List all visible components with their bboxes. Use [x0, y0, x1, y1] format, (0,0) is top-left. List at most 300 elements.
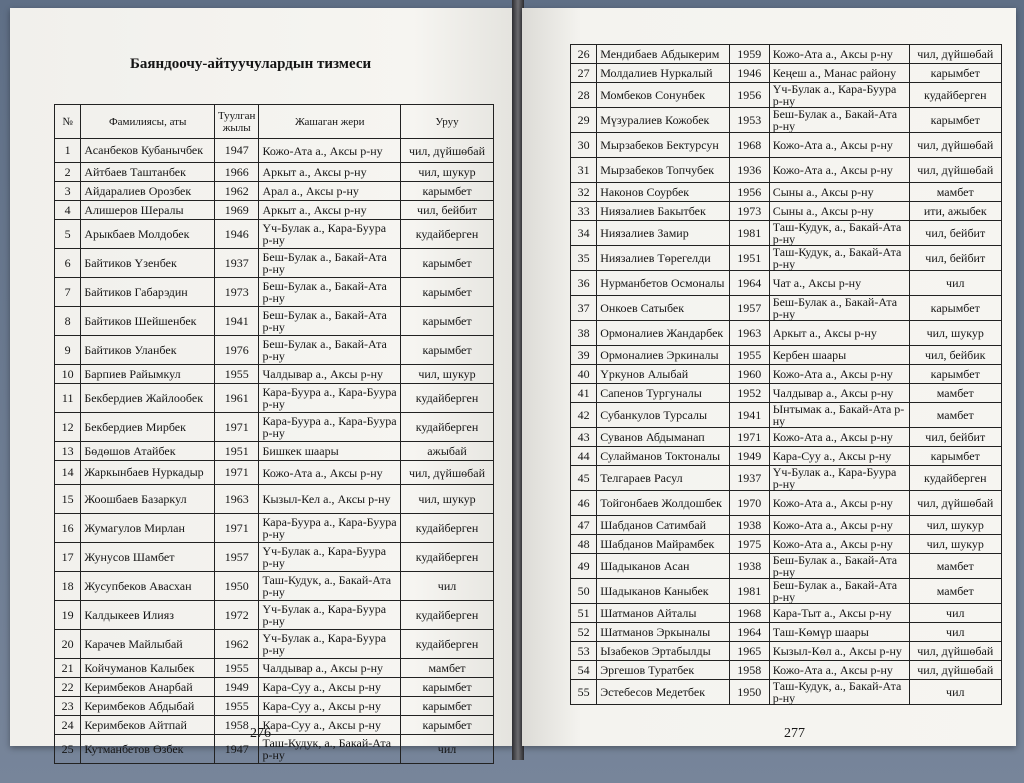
table-row	[55, 514, 494, 543]
table-row	[55, 413, 494, 442]
informant-name: Шатманов Айталы	[597, 604, 730, 623]
clan: ити, ажыбек	[909, 202, 1001, 221]
informant-name: Байтиков Үзенбек	[81, 249, 215, 278]
table-row	[571, 64, 1002, 83]
residence: Таш-Көмүр шаары	[769, 623, 909, 642]
table-row	[571, 516, 1002, 535]
residence: Үч-Булак а., Кара-Буура р-ну	[769, 83, 909, 108]
birth-year: 1975	[729, 535, 769, 554]
row-number: 55	[571, 680, 597, 705]
informant-name: Бекбердиев Жайлообек	[81, 384, 215, 413]
birth-year: 1936	[729, 158, 769, 183]
table-row	[571, 183, 1002, 202]
row-number: 38	[571, 321, 597, 346]
table-row	[571, 604, 1002, 623]
informant-name: Мүзуралиев Кожобек	[597, 108, 730, 133]
table-row	[571, 296, 1002, 321]
clan: чил, дүйшөбай	[401, 139, 494, 163]
birth-year: 1962	[214, 630, 258, 659]
informant-name: Байтиков Габарэдин	[81, 278, 215, 307]
row-number: 33	[571, 202, 597, 221]
clan: мамбет	[909, 403, 1001, 428]
birth-year: 1957	[729, 296, 769, 321]
birth-year: 1946	[729, 64, 769, 83]
birth-year: 1971	[214, 461, 258, 485]
clan: чил	[909, 271, 1001, 296]
clan: чил, шукур	[909, 535, 1001, 554]
informant-name: Ниязалиев Бакытбек	[597, 202, 730, 221]
birth-year: 1952	[729, 384, 769, 403]
clan: чил, бейбит	[909, 428, 1001, 447]
residence: Кожо-Ата а., Аксы р-ну	[769, 491, 909, 516]
birth-year: 1958	[214, 716, 258, 735]
clan: кудайберген	[401, 601, 494, 630]
residence: Кызыл-Кел а., Аксы р-ну	[259, 485, 401, 514]
birth-year: 1947	[214, 735, 258, 764]
informant-name: Үркунов Алыбай	[597, 365, 730, 384]
birth-year: 1973	[214, 278, 258, 307]
residence: Кожо-Ата а., Аксы р-ну	[259, 461, 401, 485]
clan: карымбет	[401, 697, 494, 716]
table-row	[571, 661, 1002, 680]
birth-year: 1949	[214, 678, 258, 697]
birth-year: 1941	[729, 403, 769, 428]
residence: Кожо-Ата а., Аксы р-ну	[769, 535, 909, 554]
row-number: 22	[55, 678, 81, 697]
clan: чил, шукур	[909, 321, 1001, 346]
row-number: 48	[571, 535, 597, 554]
birth-year: 1964	[729, 271, 769, 296]
row-number: 42	[571, 403, 597, 428]
row-number: 16	[55, 514, 81, 543]
clan: кудайберген	[909, 466, 1001, 491]
col-header-year: Туулган жылы	[214, 105, 258, 139]
row-number: 7	[55, 278, 81, 307]
informant-name: Керимбеков Анарбай	[81, 678, 215, 697]
col-header-clan: Уруу	[401, 105, 494, 139]
birth-year: 1959	[729, 45, 769, 64]
clan: мамбет	[909, 183, 1001, 202]
table-row	[55, 163, 494, 182]
birth-year: 1937	[729, 466, 769, 491]
clan: чил	[909, 604, 1001, 623]
clan: чил, бейбит	[909, 246, 1001, 271]
residence: Кожо-Ата а., Аксы р-ну	[769, 365, 909, 384]
table-row	[55, 220, 494, 249]
row-number: 2	[55, 163, 81, 182]
informant-name: Шадыканов Асан	[597, 554, 730, 579]
residence: Беш-Булак а., Бакай-Ата р-ну	[259, 336, 401, 365]
clan: чил	[909, 623, 1001, 642]
informant-name: Бекбердиев Мирбек	[81, 413, 215, 442]
residence: Кербен шаары	[769, 346, 909, 365]
left-page	[10, 8, 515, 762]
birth-year: 1981	[729, 579, 769, 604]
row-number: 54	[571, 661, 597, 680]
table-row	[55, 601, 494, 630]
informant-name: Молдалиев Нуркалый	[597, 64, 730, 83]
residence: Үч-Булак а., Кара-Буура р-ну	[259, 630, 401, 659]
table-row	[571, 133, 1002, 158]
informant-name: Бөдөшов Атайбек	[81, 442, 215, 461]
residence: Беш-Булак а., Бакай-Ата р-ну	[769, 108, 909, 133]
table-header-row	[55, 105, 494, 139]
table-row	[571, 158, 1002, 183]
row-number: 19	[55, 601, 81, 630]
birth-year: 1970	[729, 491, 769, 516]
table-row	[571, 365, 1002, 384]
table-row	[571, 321, 1002, 346]
informant-name: Байтиков Уланбек	[81, 336, 215, 365]
residence: Үч-Булак а., Кара-Буура р-ну	[259, 220, 401, 249]
table-row	[571, 108, 1002, 133]
birth-year: 1966	[214, 163, 258, 182]
clan: карымбет	[909, 108, 1001, 133]
informant-name: Айдаралиев Орозбек	[81, 182, 215, 201]
clan: мамбет	[909, 554, 1001, 579]
informant-name: Ормоналиев Эркиналы	[597, 346, 730, 365]
birth-year: 1955	[214, 697, 258, 716]
clan: карымбет	[401, 249, 494, 278]
informant-name: Айтбаев Таштанбек	[81, 163, 215, 182]
informant-name: Ызабеков Эртабылды	[597, 642, 730, 661]
row-number: 44	[571, 447, 597, 466]
birth-year: 1950	[214, 572, 258, 601]
birth-year: 1963	[214, 485, 258, 514]
row-number: 12	[55, 413, 81, 442]
residence: Таш-Кудук, а., Бакай-Ата р-ну	[769, 246, 909, 271]
residence: Үч-Булак а., Кара-Буура р-ну	[769, 466, 909, 491]
clan: кудайберген	[401, 514, 494, 543]
birth-year: 1965	[729, 642, 769, 661]
residence: Бишкек шаары	[259, 442, 401, 461]
clan: чил, дүйшөбай	[909, 642, 1001, 661]
informant-name: Шадыканов Каныбек	[597, 579, 730, 604]
clan: чил, шукур	[401, 365, 494, 384]
row-number: 40	[571, 365, 597, 384]
row-number: 11	[55, 384, 81, 413]
row-number: 47	[571, 516, 597, 535]
birth-year: 1971	[214, 413, 258, 442]
table-row	[571, 384, 1002, 403]
row-number: 5	[55, 220, 81, 249]
table-row	[571, 246, 1002, 271]
informant-name: Сулайманов Токтоналы	[597, 447, 730, 466]
clan: карымбет	[909, 365, 1001, 384]
right-page	[522, 8, 1016, 746]
clan: чил, шукур	[401, 485, 494, 514]
residence: Аркыт а., Аксы р-ну	[769, 321, 909, 346]
residence: Кара-Суу а., Аксы р-ну	[259, 697, 401, 716]
page-title: Баяндоочу-айтуучулардын тизмеси	[130, 56, 372, 72]
clan: чил, шукур	[401, 163, 494, 182]
table-row	[571, 466, 1002, 491]
clan: чил, дүйшөбай	[909, 133, 1001, 158]
informant-name: Шатманов Эркыналы	[597, 623, 730, 642]
page-number-right: 277	[784, 726, 805, 741]
clan: чил, бейбит	[401, 201, 494, 220]
informant-name: Шабданов Сатимбай	[597, 516, 730, 535]
row-number: 45	[571, 466, 597, 491]
col-header-num: №	[55, 105, 81, 139]
residence: Сыны а., Аксы р-ну	[769, 202, 909, 221]
table-row	[55, 716, 494, 735]
informant-name: Сапенов Тургуналы	[597, 384, 730, 403]
clan: карымбет	[909, 447, 1001, 466]
birth-year: 1971	[214, 514, 258, 543]
clan: карымбет	[401, 278, 494, 307]
residence: Кара-Тыт а., Аксы р-ну	[769, 604, 909, 623]
residence: Кара-Суу а., Аксы р-ну	[769, 447, 909, 466]
table-row	[571, 83, 1002, 108]
clan: карымбет	[909, 296, 1001, 321]
table-row	[571, 554, 1002, 579]
birth-year: 1957	[214, 543, 258, 572]
residence: Таш-Кудук, а., Бакай-Ата р-ну	[769, 221, 909, 246]
row-number: 28	[571, 83, 597, 108]
residence: Кожо-Ата а., Аксы р-ну	[769, 661, 909, 680]
row-number: 49	[571, 554, 597, 579]
residence: Кызыл-Көл а., Аксы р-ну	[769, 642, 909, 661]
table-row	[571, 202, 1002, 221]
row-number: 4	[55, 201, 81, 220]
row-number: 52	[571, 623, 597, 642]
clan: чил, дүйшөбай	[909, 45, 1001, 64]
clan: чил	[909, 680, 1001, 705]
residence: Таш-Кудук, а., Бакай-Ата р-ну	[259, 735, 401, 764]
row-number: 3	[55, 182, 81, 201]
clan: ажыбай	[401, 442, 494, 461]
informant-name: Онкоев Сатыбек	[597, 296, 730, 321]
birth-year: 1981	[729, 221, 769, 246]
row-number: 1	[55, 139, 81, 163]
table-row	[55, 278, 494, 307]
row-number: 14	[55, 461, 81, 485]
birth-year: 1963	[729, 321, 769, 346]
birth-year: 1953	[729, 108, 769, 133]
row-number: 9	[55, 336, 81, 365]
birth-year: 1956	[729, 83, 769, 108]
residence: Кожо-Ата а., Аксы р-ну	[769, 516, 909, 535]
table-row	[55, 384, 494, 413]
row-number: 37	[571, 296, 597, 321]
residence: Беш-Булак а., Бакай-Ата р-ну	[769, 554, 909, 579]
birth-year: 1971	[729, 428, 769, 447]
clan: чил	[401, 572, 494, 601]
birth-year: 1964	[729, 623, 769, 642]
table-row	[55, 461, 494, 485]
row-number: 32	[571, 183, 597, 202]
residence: Кожо-Ата а., Аксы р-ну	[769, 158, 909, 183]
informant-name: Байтиков Шейшенбек	[81, 307, 215, 336]
informant-name: Арыкбаев Молдобек	[81, 220, 215, 249]
table-row	[55, 572, 494, 601]
residence: Үч-Булак а., Кара-Буура р-ну	[259, 601, 401, 630]
row-number: 25	[55, 735, 81, 764]
informant-name: Керимбеков Абдыбай	[81, 697, 215, 716]
residence: Арал а., Аксы р-ну	[259, 182, 401, 201]
row-number: 46	[571, 491, 597, 516]
col-header-place: Жашаган жери	[259, 105, 401, 139]
birth-year: 1938	[729, 516, 769, 535]
table-row	[55, 485, 494, 514]
residence: Ынтымак а., Бакай-Ата р-ну	[769, 403, 909, 428]
table-row	[571, 271, 1002, 296]
clan: чил, бейбик	[909, 346, 1001, 365]
informant-name: Алишеров Шералы	[81, 201, 215, 220]
clan: кудайберген	[401, 543, 494, 572]
clan: чил, шукур	[909, 516, 1001, 535]
informant-name: Жунусов Шамбет	[81, 543, 215, 572]
table-row	[55, 365, 494, 384]
residence: Беш-Булак а., Бакай-Ата р-ну	[259, 278, 401, 307]
birth-year: 1972	[214, 601, 258, 630]
clan: карымбет	[401, 336, 494, 365]
row-number: 13	[55, 442, 81, 461]
informant-name: Керимбеков Айтпай	[81, 716, 215, 735]
residence: Кара-Буура а., Кара-Буура р-ну	[259, 384, 401, 413]
informant-name: Эстебесов Медетбек	[597, 680, 730, 705]
residence: Кеңеш а., Манас району	[769, 64, 909, 83]
table-row	[55, 543, 494, 572]
birth-year: 1969	[214, 201, 258, 220]
clan: карымбет	[401, 182, 494, 201]
row-number: 31	[571, 158, 597, 183]
row-number: 51	[571, 604, 597, 623]
birth-year: 1973	[729, 202, 769, 221]
informant-name: Ормоналиев Жандарбек	[597, 321, 730, 346]
table-row	[571, 221, 1002, 246]
row-number: 50	[571, 579, 597, 604]
clan: чил, дүйшөбай	[909, 158, 1001, 183]
residence: Беш-Булак а., Бакай-Ата р-ну	[259, 249, 401, 278]
row-number: 53	[571, 642, 597, 661]
clan: кудайберген	[909, 83, 1001, 108]
clan: карымбет	[401, 678, 494, 697]
birth-year: 1946	[214, 220, 258, 249]
residence: Кара-Буура а., Кара-Буура р-ну	[259, 413, 401, 442]
residence: Беш-Булак а., Бакай-Ата р-ну	[769, 579, 909, 604]
clan: кудайберген	[401, 384, 494, 413]
residence: Чалдывар а., Аксы р-ну	[259, 365, 401, 384]
table-row	[571, 447, 1002, 466]
table-row	[55, 442, 494, 461]
informant-name: Эргешов Туратбек	[597, 661, 730, 680]
residence: Чалдывар а., Аксы р-ну	[769, 384, 909, 403]
residence: Аркыт а., Аксы р-ну	[259, 163, 401, 182]
residence: Кара-Суу а., Аксы р-ну	[259, 678, 401, 697]
table-row	[571, 623, 1002, 642]
row-number: 17	[55, 543, 81, 572]
residence: Беш-Булак а., Бакай-Ата р-ну	[769, 296, 909, 321]
table-row	[55, 336, 494, 365]
table-row	[571, 642, 1002, 661]
residence: Таш-Кудук, а., Бакай-Ата р-ну	[259, 572, 401, 601]
clan: чил, бейбит	[909, 221, 1001, 246]
table-row	[571, 403, 1002, 428]
informants-table-right	[570, 44, 1002, 705]
informant-name: Асанбеков Кубанычбек	[81, 139, 215, 163]
informant-name: Жумагулов Мирлан	[81, 514, 215, 543]
birth-year: 1955	[729, 346, 769, 365]
informant-name: Мырзабеков Бектурсун	[597, 133, 730, 158]
residence: Таш-Кудук, а., Бакай-Ата р-ну	[769, 680, 909, 705]
row-number: 8	[55, 307, 81, 336]
table-row	[55, 735, 494, 764]
clan: чил, дүйшөбай	[401, 461, 494, 485]
table-row	[571, 491, 1002, 516]
clan: карымбет	[401, 307, 494, 336]
birth-year: 1951	[729, 246, 769, 271]
row-number: 41	[571, 384, 597, 403]
informant-name: Калдыкеев Илияз	[81, 601, 215, 630]
informant-name: Суванов Абдыманап	[597, 428, 730, 447]
row-number: 15	[55, 485, 81, 514]
informant-name: Шабданов Майрамбек	[597, 535, 730, 554]
birth-year: 1955	[214, 365, 258, 384]
clan: кудайберген	[401, 630, 494, 659]
informant-name: Жоошбаев Базаркул	[81, 485, 215, 514]
informant-name: Мендибаев Абдыкерим	[597, 45, 730, 64]
clan: кудайберген	[401, 220, 494, 249]
informant-name: Карачев Майлыбай	[81, 630, 215, 659]
table-row	[571, 428, 1002, 447]
informants-table-left	[54, 104, 494, 764]
clan: карымбет	[401, 716, 494, 735]
informant-name: Наконов Соурбек	[597, 183, 730, 202]
table-row	[55, 659, 494, 678]
birth-year: 1956	[729, 183, 769, 202]
row-number: 43	[571, 428, 597, 447]
row-number: 23	[55, 697, 81, 716]
residence: Кара-Буура а., Кара-Буура р-ну	[259, 514, 401, 543]
birth-year: 1961	[214, 384, 258, 413]
table-row	[55, 307, 494, 336]
birth-year: 1968	[729, 604, 769, 623]
table-row	[55, 249, 494, 278]
clan: чил	[401, 735, 494, 764]
table-row	[55, 630, 494, 659]
row-number: 21	[55, 659, 81, 678]
table-row	[55, 697, 494, 716]
row-number: 24	[55, 716, 81, 735]
table-row	[55, 678, 494, 697]
informant-name: Нурманбетов Осмоналы	[597, 271, 730, 296]
informant-name: Жаркынбаев Нуркадыр	[81, 461, 215, 485]
informant-name: Субанкулов Турсалы	[597, 403, 730, 428]
informant-name: Момбеков Сонунбек	[597, 83, 730, 108]
birth-year: 1941	[214, 307, 258, 336]
clan: мамбет	[909, 384, 1001, 403]
birth-year: 1938	[729, 554, 769, 579]
table-row	[571, 579, 1002, 604]
birth-year: 1951	[214, 442, 258, 461]
residence: Чалдывар а., Аксы р-ну	[259, 659, 401, 678]
clan: чил, дүйшөбай	[909, 661, 1001, 680]
residence: Кожо-Ата а., Аксы р-ну	[259, 139, 401, 163]
residence: Үч-Булак а., Кара-Буура р-ну	[259, 543, 401, 572]
table-row	[55, 139, 494, 163]
clan: мамбет	[401, 659, 494, 678]
residence: Чат а., Аксы р-ну	[769, 271, 909, 296]
table-row	[571, 680, 1002, 705]
birth-year: 1976	[214, 336, 258, 365]
birth-year: 1947	[214, 139, 258, 163]
informant-name: Койчуманов Калыбек	[81, 659, 215, 678]
row-number: 18	[55, 572, 81, 601]
residence: Кожо-Ата а., Аксы р-ну	[769, 133, 909, 158]
birth-year: 1958	[729, 661, 769, 680]
